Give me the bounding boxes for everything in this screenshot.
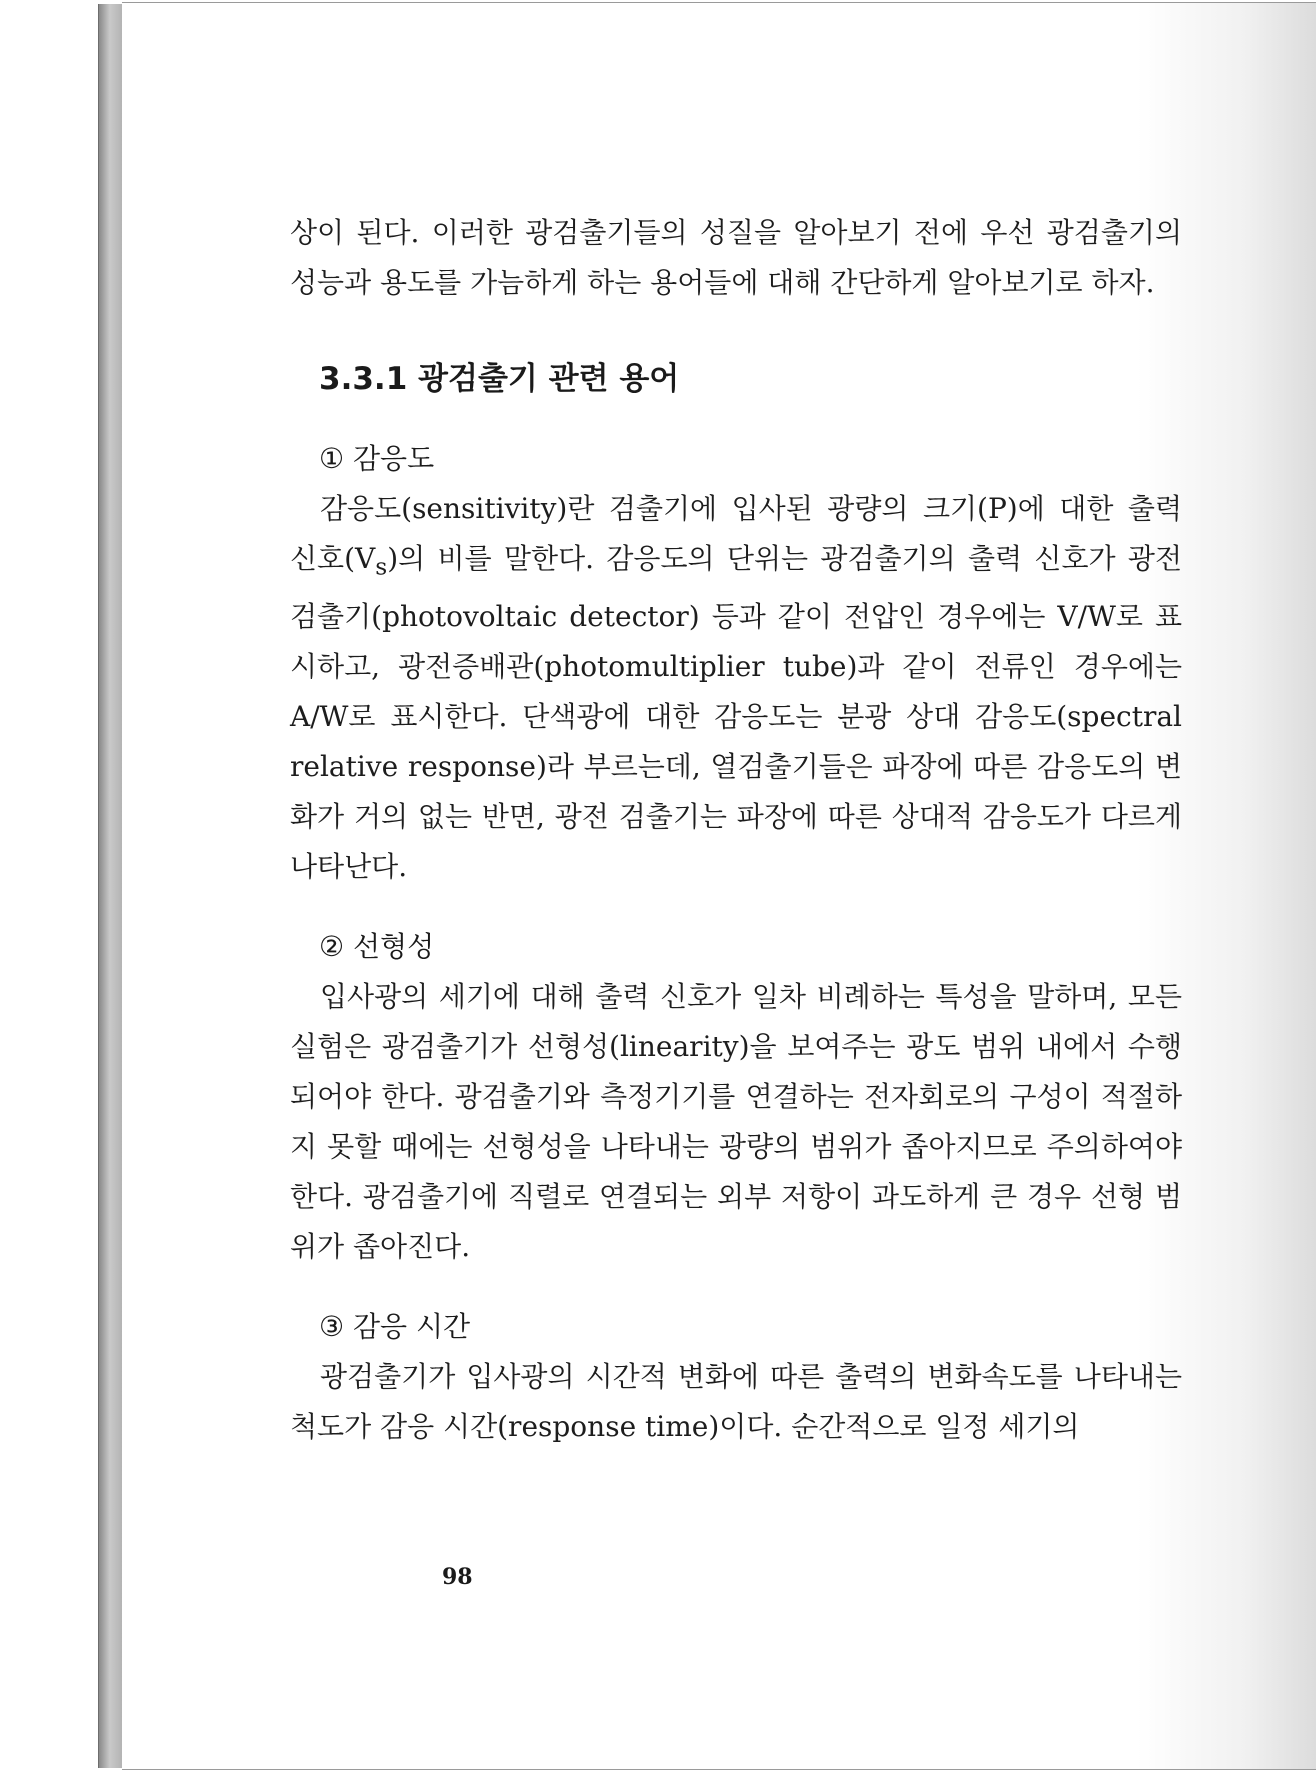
book-spine-edge (98, 4, 123, 1768)
term-body-response-time: 광검출기가 입사광의 시간적 변화에 따른 출력의 변화속도를 나타내는 척도가 감응 시간(response time)이다. 순간적으로 일정 세기의 (290, 1359, 1182, 1443)
term-heading-linearity: ② 선형성 (319, 929, 435, 963)
term-body-linearity: 입사광의 세기에 대해 출력 신호가 일차 비례하는 특성을 말하며, 모든 실험은 광검출기가 선형성(linearity)을 보여주는 광도 범위 내에서 수행되어야 한다. 광검출기와 측정기기를 연결하는 전자회로의 구성이 적절하지 못할 때에는 선형성을 나타내는 광량의 범위가 좁아지므로 주의하여야 한다. 광검출기에 직렬로 연결되는 외부 저항이 과도하게 큰 경우 선형 범위가 좁아진다. (290, 979, 1182, 1263)
page-content (290, 208, 1182, 1452)
term-block-linearity (290, 922, 1182, 1272)
page-number: 98 (442, 1564, 473, 1590)
intro-paragraph: 상이 된다. 이러한 광검출기들의 성질을 알아보기 전에 우선 광검출기의 성능과 용도를 가늠하게 하는 용어들에 대해 간단하게 알아보기로 하자. (290, 216, 1182, 299)
term-body-sensitivity: 감응도(sensitivity)란 검출기에 입사된 광량의 크기(P)에 대한 출력 신호$(V_s)$의 비를 말한다. 감응도의 단위는 광검출기의 출력 신호가 광전 검출기(photovoltaic detector) 등과 같이 전압인 경우에는 V/W로 표시하고, 광전증배관(photomultiplier tube)과 같이 전류인 경우에는 A/W로 표시한다. 단색광에 대한 감응도는 분광 상대 감응도(spectral relative response)라 부르는데, 열검출기들은 파장에 따른 감응도의 변화가 거의 없는 반면, 광전 검출기는 파장에 따른 상대적 감응도가 다르게 나타난다. (290, 492, 1182, 883)
term-block-sensitivity (290, 434, 1182, 892)
term-block-response-time (290, 1302, 1182, 1452)
book-page (122, 2, 1316, 1770)
section-title: 3.3.1 광검출기 관련 용어 (319, 361, 680, 397)
term-heading-sensitivity: ① 감응도 (319, 442, 435, 475)
term-heading-response-time: ③ 감응 시간 (319, 1309, 471, 1343)
